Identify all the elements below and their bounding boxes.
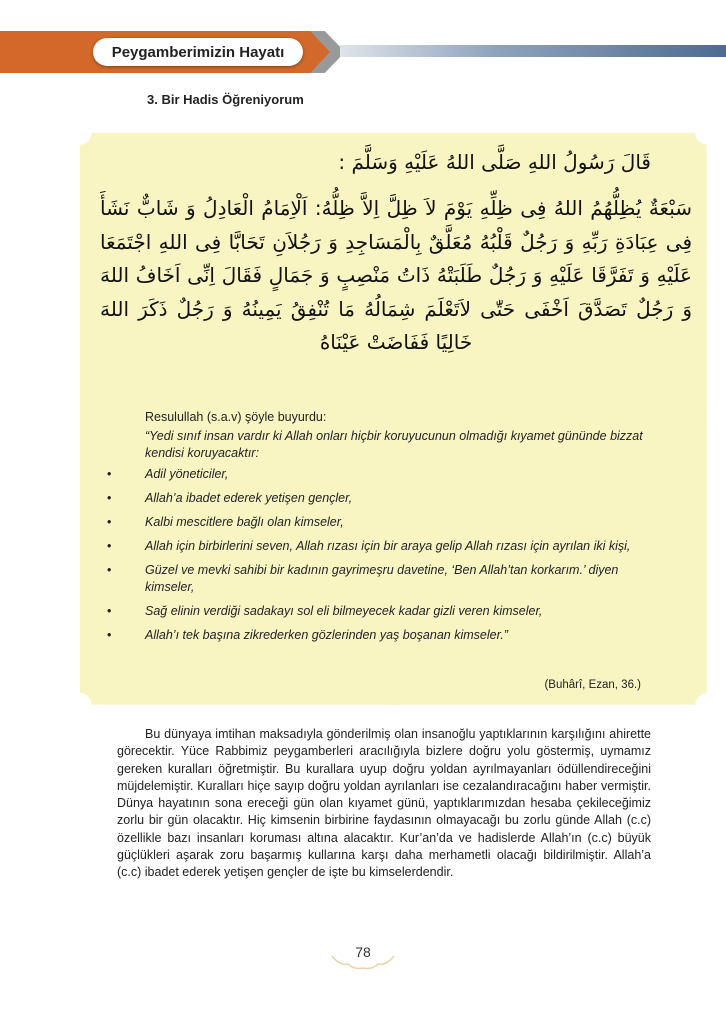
- bullet-icon: •: [107, 563, 112, 577]
- list-item-text: Sağ elinin verdiği sadakayı sol eli bilmeyecek kadar gizli veren kimseler,: [145, 604, 543, 618]
- translation-lead: Resulullah (s.a.v) şöyle buyurdu:: [145, 410, 327, 424]
- hadith-list: [107, 466, 645, 644]
- arabic-hadith-text: سَبْعَةٌ يُظِلُّهُمُ اللهُ فِى ظِلِّهِ يَوْمَ لاَ ظِلَّ اِلاَّ ظِلُّهُ: اَلْاِمَامُ الْعَادِلُ وَ شَابٌّ نَشَأَ فِى عِبَادَةِ رَبِّهِ وَ رَجُلٌ قَلْبُهُ مُعَلَّقٌ بِالْمَسَاجِدِ وَ رَجُلاَنِ تَحَابَّا فِى اللهِ اجْتَمَعَا عَلَيْهِ وَ تَفَرَّقَا عَلَيْهِ وَ رَجُلٌ طَلَبَتْهُ ذَاتُ مَنْصِبٍ وَ جَمَالٍ فَقَالَ اِنِّى اَخَافُ اللهَ وَ رَجُلٌ تَصَدَّقَ اَخْفَى حَتّٰى لاَتَعْلَمَ شِمَالُهُ مَا تُنْفِقُ يَمِينُهُ وَ رَجُلٌ ذَكَرَ اللهَ خَالِيًا فَفَاضَتْ عَيْنَاهُ: [100, 196, 692, 354]
- body-paragraph: Bu dünyaya imtihan maksadıyla gönderilmiş olan insanoğlu yaptıklarının karşılığını ahirette görecektir. Yüce Rabbimiz peygamberleri aracılığıyla bizlere doğru yolu göstermiş, uymamız gereken kuralları öğretmiştir. Bu kurallara uyup doğru yoldan ayrılmayanları ödüllendireceğini müjdelemiştir. Kuralları hiçe sayıp doğru yoldan ayrılanları ise cezalandıracağını haber vermiştir. Dünya hayatının sona ereceği gün olan kıyamet günü, yaptıklarımızdan hesaba çekileceğimiz zorlu bir gün olacaktır. Hiç kimsenin birbirine faydasının olmayacağı bu zorlu günde Allah (c.c) özellikle bazı insanları koruması altına alacaktır. Kur’an’da ve hadislerde Allah’ın (c.c) büyük güçlükleri aşarak zoru başarmış kullarına karşı daha merhametli olacağı bildirilmiştir. Allah’a (c.c) ibadet ederek yetişen gençler de işte bu kimselerdendir.: [117, 727, 651, 880]
- list-item-text: Allah’ı tek başına zikrederken gözlerinden yaş boşanan kimseler.”: [145, 628, 508, 642]
- bullet-icon: •: [107, 491, 112, 505]
- list-item: [107, 514, 645, 531]
- arabic-intro: قَالَ رَسُولُ اللهِ صَلَّى اللهُ عَلَيْهِ وَسَلَّمَ :: [338, 150, 651, 174]
- bullet-icon: •: [107, 628, 112, 642]
- list-item: [107, 627, 645, 644]
- list-item-text: Adil yöneticiler,: [145, 467, 229, 481]
- list-item-text: Allah’a ibadet ederek yetişen gençler,: [145, 491, 353, 505]
- list-item-text: Kalbi mescitlere bağlı olan kimseler,: [145, 515, 344, 529]
- chapter-title: Peygamberimizin Hayatı: [93, 38, 303, 66]
- list-item: [107, 490, 645, 507]
- bullet-icon: •: [107, 515, 112, 529]
- list-item: [107, 538, 645, 555]
- list-item-text: Güzel ve mevki sahibi bir kadının gayrimeşru davetine, ‘Ben Allah’tan korkarım.’ diyen kimseler,: [145, 563, 619, 594]
- header-gradient-line: [340, 45, 726, 57]
- bullet-icon: •: [107, 604, 112, 618]
- list-item: [107, 466, 645, 483]
- translation-quote: “Yedi sınıf insan vardır ki Allah onları hiçbir koruyucunun olmadığı kıyamet gününde bizzat kendisi koruyacaktır:: [145, 429, 643, 460]
- list-item: [107, 603, 645, 620]
- list-item: [107, 562, 645, 596]
- hadith-source: (Buhârî, Ezan, 36.): [544, 679, 641, 691]
- hadith-translation: [107, 410, 645, 651]
- page-number-badge: [330, 938, 396, 968]
- page-number: 78: [355, 944, 371, 960]
- list-item-text: Allah için birbirlerini seven, Allah rızası için bir araya gelip Allah rızası için ayrılan iki kişi,: [145, 539, 631, 553]
- bullet-icon: •: [107, 467, 112, 481]
- bullet-icon: •: [107, 539, 112, 553]
- section-title: 3. Bir Hadis Öğreniyorum: [147, 92, 304, 107]
